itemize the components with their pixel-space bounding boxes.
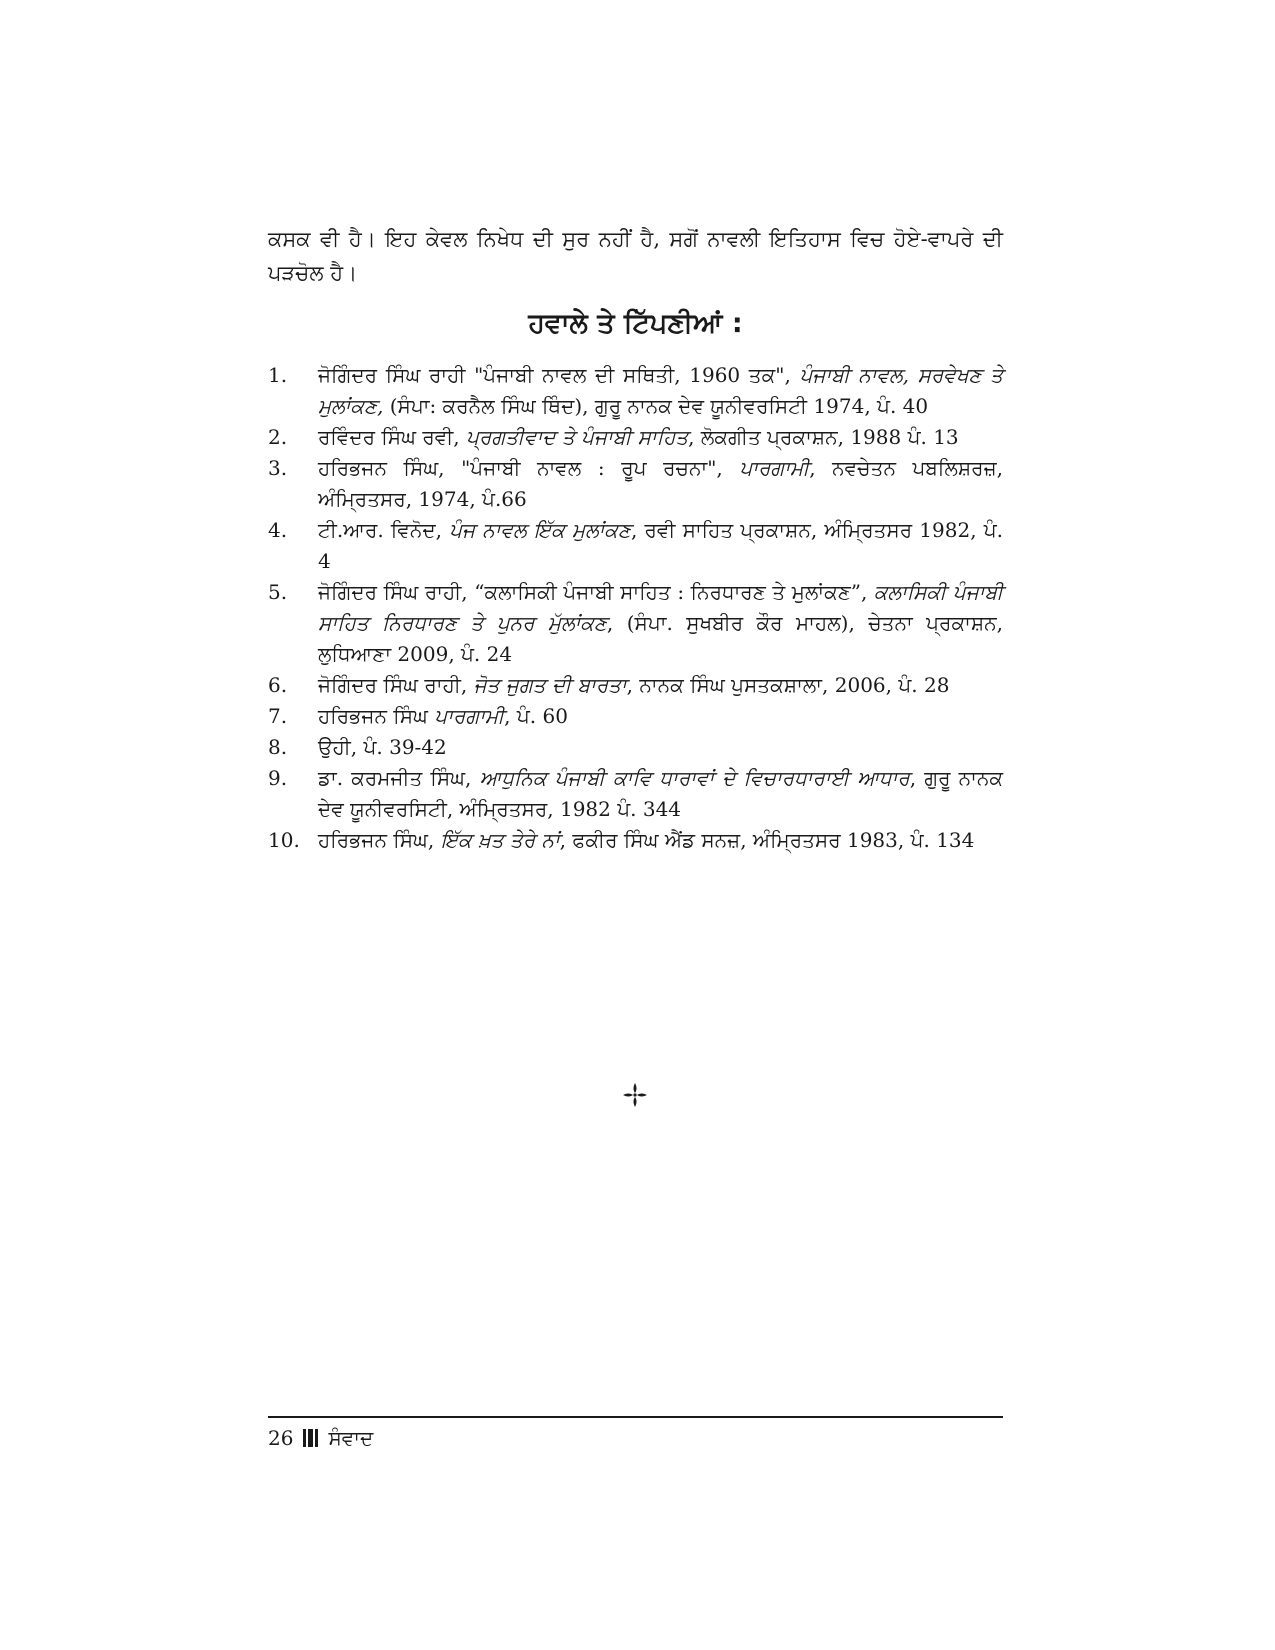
intro-paragraph: ਕਸਕ ਵੀ ਹੈ। ਇਹ ਕੇਵਲ ਨਿਖੇਧ ਦੀ ਸੁਰ ਨਹੀਂ ਹੈ, ਸਗੋਂ ਨਾਵਲੀ ਇਤਿਹਾਸ ਵਿਚ ਹੋਏ-ਵਾਪਰੇ ਦੀ ਪੜਚੋਲ ਹੈ।	[268, 227, 1003, 285]
reference-item	[268, 670, 1003, 701]
reference-details: , ਨਵਚੇਤਨ ਪਬਲਿਸ਼ਰਜ਼, ਅੰਮ੍ਰਿਤਸਰ, 1974, ਪੰ.66	[318, 456, 1003, 511]
page-footer	[268, 1426, 373, 1450]
reference-number: 10.	[268, 828, 300, 852]
reference-details: , ਫਕੀਰ ਸਿੰਘ ਐਂਡ ਸਨਜ਼, ਅੰਮ੍ਰਿਤਸਰ 1983, ਪੰ. 134	[559, 828, 975, 852]
footer-divider	[268, 1416, 1003, 1418]
references-heading: ਹਵਾਲੇ ਤੇ ਟਿੱਪਣੀਆਂ :	[528, 308, 743, 339]
reference-number: 6.	[268, 673, 288, 697]
reference-details: , ਗੁਰੂ ਨਾਨਕ ਦੇਵ ਯੂਨੀਵਰਸਿਟੀ, ਅੰਮ੍ਰਿਤਸਰ, 1982 ਪੰ. 344	[318, 766, 1004, 821]
reference-item	[268, 515, 1003, 577]
reference-text: ਡਾ. ਕਰਮਜੀਤ ਸਿੰਘ,	[318, 766, 480, 790]
reference-details: , ਪੰ. 60	[504, 704, 568, 728]
reference-text: ਰਵਿੰਦਰ ਸਿੰਘ ਰਵੀ,	[318, 425, 467, 449]
reference-title: ਪ੍ਰਗਤੀਵਾਦ ਤੇ ਪੰਜਾਬੀ ਸਾਹਿਤ	[466, 425, 689, 449]
reference-details: , ਨਾਨਕ ਸਿੰਘ ਪੁਸਤਕਸ਼ਾਲਾ, 2006, ਪੰ. 28	[626, 673, 950, 697]
reference-details: (ਸੰਪਾ: ਕਰਨੈਲ ਸਿੰਘ ਥਿੰਦ), ਗੁਰੂ ਨਾਨਕ ਦੇਵ ਯੂਨੀਵਰਸਿਟੀ 1974, ਪੰ. 40	[383, 394, 929, 418]
reference-number: 5.	[268, 580, 288, 604]
reference-title: ਕਲਾਸਿਕੀ ਪੰਜਾਬੀ ਸਾਹਿਤ ਨਿਰਧਾਰਣ ਤੇ ਪੁਨਰ ਮੁੱਲਾਂਕਣ	[318, 580, 1003, 635]
reference-number: 4.	[268, 518, 288, 542]
page-number: 26	[268, 1426, 294, 1450]
reference-number: 1.	[268, 363, 288, 387]
reference-title: ਜੋਤ ਜੁਗਤ ਦੀ ਬਾਰਤਾ	[473, 673, 627, 697]
four-point-flower-ornament-icon	[620, 1080, 650, 1110]
journal-name: ਸੰਵਾਦ	[328, 1426, 374, 1450]
reference-title: ਆਧੁਨਿਕ ਪੰਜਾਬੀ ਕਾਵਿ ਧਾਰਾਵਾਂ ਦੇ ਵਿਚਾਰਧਾਰਾਈ ਆਧਾਰ	[479, 766, 910, 790]
reference-title: ਇੱਕ ਖ਼ਤ ਤੇਰੇ ਨਾਂ	[440, 828, 560, 852]
reference-item	[268, 453, 1003, 515]
reference-item	[268, 577, 1003, 670]
reference-text: ਹਰਿਭਜਨ ਸਿੰਘ,	[318, 828, 441, 852]
reference-title: ਪਾਰਗਾਮੀ	[434, 704, 505, 728]
reference-item	[268, 360, 1003, 422]
reference-item	[268, 763, 1003, 825]
reference-details: , ਲੋਕਗੀਤ ਪ੍ਰਕਾਸ਼ਨ, 1988 ਪੰ. 13	[688, 425, 959, 449]
reference-details: , ਰਵੀ ਸਾਹਿਤ ਪ੍ਰਕਾਸ਼ਨ, ਅੰਮ੍ਰਿਤਸਰ 1982, ਪੰ. 4	[318, 518, 1003, 573]
reference-text: ਜੋਗਿੰਦਰ ਸਿੰਘ ਰਾਹੀ, “ਕਲਾਸਿਕੀ ਪੰਜਾਬੀ ਸਾਹਿਤ : ਨਿਰਧਾਰਣ ਤੇ ਮੁਲਾਂਕਣ”,	[318, 580, 874, 604]
reference-item	[268, 422, 1003, 453]
reference-item	[268, 732, 1003, 763]
reference-text: ਜੋਗਿੰਦਰ ਸਿੰਘ ਰਾਹੀ "ਪੰਜਾਬੀ ਨਾਵਲ ਦੀ ਸਥਿਤੀ, 1960 ਤਕ",	[318, 363, 800, 387]
reference-number: 3.	[268, 456, 288, 480]
references-list	[268, 360, 1003, 856]
reference-number: 2.	[268, 425, 288, 449]
bars-icon	[303, 1428, 318, 1448]
reference-number: 7.	[268, 704, 288, 728]
reference-title: ਪਾਰਗਾਮੀ	[739, 456, 810, 480]
reference-title: ਪੰਜਾਬੀ ਨਾਵਲ, ਸਰਵੇਖਣ ਤੇ ਮੁਲਾਂਕਣ,	[318, 363, 1003, 418]
reference-title: ਪੰਜ ਨਾਵਲ ਇੱਕ ਮੁਲਾਂਕਣ	[449, 518, 631, 542]
reference-item	[268, 825, 1003, 856]
reference-text: ਹਰਿਭਜਨ ਸਿੰਘ, "ਪੰਜਾਬੀ ਨਾਵਲ : ਰੂਪ ਰਚਨਾ",	[318, 456, 740, 480]
reference-text: ਹਰਿਭਜਨ ਸਿੰਘ	[318, 704, 435, 728]
reference-details: , (ਸੰਪਾ. ਸੁਖਬੀਰ ਕੌਰ ਮਾਹਲ), ਚੇਤਨਾ ਪ੍ਰਕਾਸ਼ਨ, ਲੁਧਿਆਣਾ 2009, ਪੰ. 24	[318, 611, 1003, 666]
reference-text: ਟੀ.ਆਰ. ਵਿਨੋਦ,	[318, 518, 450, 542]
reference-item	[268, 701, 1003, 732]
reference-text: ਜੋਗਿੰਦਰ ਸਿੰਘ ਰਾਹੀ,	[318, 673, 474, 697]
reference-number: 9.	[268, 766, 288, 790]
reference-text: ਉਹੀ, ਪੰ. 39-42	[318, 735, 447, 759]
reference-number: 8.	[268, 735, 288, 759]
